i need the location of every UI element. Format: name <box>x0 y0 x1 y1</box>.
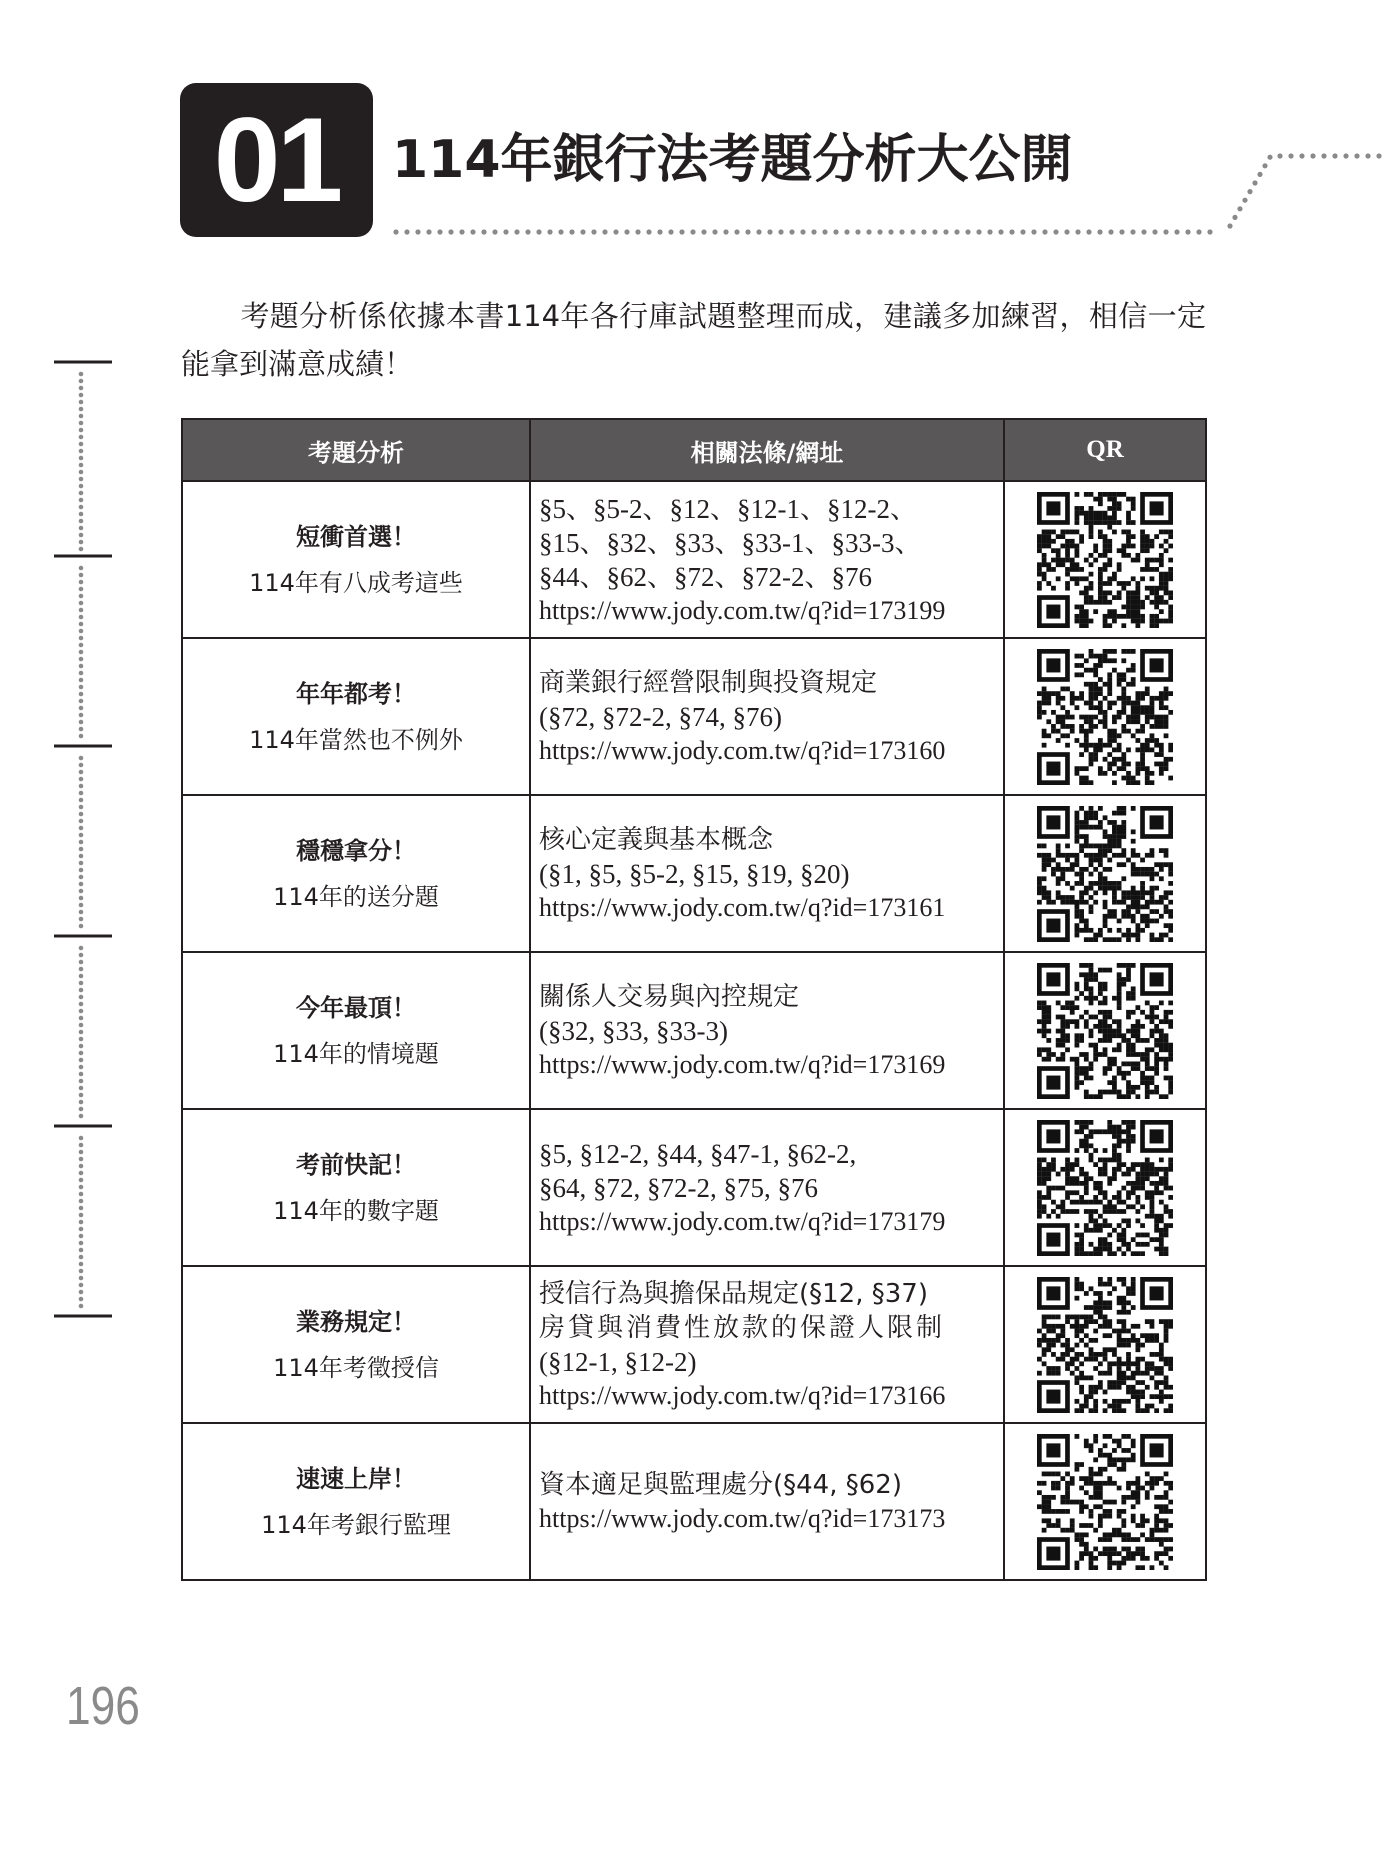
ref-line: (§72, §72-2, §74, §76) <box>539 701 782 732</box>
ref-line: (§12-1, §12-2) <box>539 1346 697 1377</box>
topic-title: 業務規定！ <box>296 1307 416 1336</box>
ref-line: §44、§62、§72、§72-2、§76 <box>539 561 872 592</box>
qr-code-icon[interactable] <box>1037 649 1173 785</box>
ref-line: 商業銀行經營限制與投資規定 <box>539 667 878 698</box>
refs-cell <box>530 795 1004 952</box>
header-refs: 相關法條/網址 <box>530 419 1004 481</box>
refs-cell <box>530 1266 1004 1423</box>
qr-cell <box>1004 1266 1206 1423</box>
ref-line: (§1, §5, §5-2, §15, §19, §20) <box>539 858 850 889</box>
qr-code-icon[interactable] <box>1037 963 1173 1099</box>
topic-cell <box>182 638 530 795</box>
table-row <box>182 481 1206 638</box>
table-row <box>182 1266 1206 1423</box>
header-topic: 考題分析 <box>182 419 530 481</box>
question-url-link[interactable]: https://www.jody.com.tw/q?id=173169 <box>539 1049 946 1079</box>
topic-title: 短衝首選！ <box>296 522 416 551</box>
refs-cell <box>530 481 1004 638</box>
topic-title: 今年最頂！ <box>296 993 416 1022</box>
question-url-link[interactable]: https://www.jody.com.tw/q?id=173199 <box>539 595 946 625</box>
qr-code-icon[interactable] <box>1037 806 1173 942</box>
table-row <box>182 952 1206 1109</box>
header-qr: QR <box>1004 419 1206 481</box>
topic-subtitle: 114年的數字題 <box>273 1196 439 1225</box>
side-ruler-decoration <box>50 350 120 1320</box>
topic-subtitle: 114年的送分題 <box>273 882 439 911</box>
chapter-number-badge: 01 <box>180 83 373 237</box>
ref-line: §5、§5-2、§12、§12-1、§12-2、 <box>539 493 917 524</box>
topic-cell <box>182 481 530 638</box>
qr-cell <box>1004 638 1206 795</box>
ref-line: 授信行為與擔保品規定(§12, §37) <box>539 1278 928 1309</box>
topic-title: 考前快記！ <box>296 1150 416 1179</box>
topic-subtitle: 114年當然也不例外 <box>249 725 463 754</box>
question-url-link[interactable]: https://www.jody.com.tw/q?id=173166 <box>539 1380 946 1410</box>
intro-paragraph <box>181 292 1206 388</box>
table-header-row <box>182 419 1206 481</box>
ref-line: 房貸與消費性放款的保證人限制 <box>539 1312 946 1343</box>
ref-line: 資本適足與監理處分(§44, §62) <box>539 1469 902 1500</box>
exam-analysis-table <box>181 418 1207 1581</box>
qr-code-icon[interactable] <box>1037 1120 1173 1256</box>
topic-cell <box>182 1423 530 1580</box>
ref-line: 核心定義與基本概念 <box>539 824 774 855</box>
qr-cell <box>1004 1109 1206 1266</box>
refs-cell <box>530 952 1004 1109</box>
question-url-link[interactable]: https://www.jody.com.tw/q?id=173161 <box>539 892 946 922</box>
table-row <box>182 1109 1206 1266</box>
ref-line: §5, §12-2, §44, §47-1, §62-2, <box>539 1138 857 1169</box>
ref-line: 關係人交易與內控規定 <box>539 981 800 1012</box>
qr-cell <box>1004 795 1206 952</box>
refs-cell <box>530 1423 1004 1580</box>
qr-code-icon[interactable] <box>1037 1434 1173 1570</box>
ref-line: §64, §72, §72-2, §75, §76 <box>539 1172 818 1203</box>
title-dotted-decoration <box>380 140 1386 245</box>
topic-cell <box>182 952 530 1109</box>
table-row <box>182 638 1206 795</box>
topic-cell <box>182 1266 530 1423</box>
qr-code-icon[interactable] <box>1037 1277 1173 1413</box>
topic-title: 年年都考！ <box>296 679 416 708</box>
table-row <box>182 795 1206 952</box>
topic-title: 穩穩拿分！ <box>296 836 416 865</box>
topic-subtitle: 114年考徵授信 <box>273 1353 439 1382</box>
qr-code-icon[interactable] <box>1037 492 1173 628</box>
page-number: 196 <box>66 1676 140 1736</box>
refs-cell <box>530 638 1004 795</box>
question-url-link[interactable]: https://www.jody.com.tw/q?id=173173 <box>539 1503 946 1533</box>
topic-title: 速速上岸！ <box>296 1464 416 1493</box>
table-row <box>182 1423 1206 1580</box>
chapter-title: 114年銀行法考題分析大公開 <box>392 130 1073 190</box>
topic-cell <box>182 1109 530 1266</box>
qr-cell <box>1004 952 1206 1109</box>
question-url-link[interactable]: https://www.jody.com.tw/q?id=173179 <box>539 1206 946 1236</box>
ref-line: (§32, §33, §33-3) <box>539 1015 728 1046</box>
refs-cell <box>530 1109 1004 1266</box>
topic-subtitle: 114年考銀行監理 <box>261 1510 451 1539</box>
question-url-link[interactable]: https://www.jody.com.tw/q?id=173160 <box>539 735 946 765</box>
topic-subtitle: 114年的情境題 <box>273 1039 439 1068</box>
topic-subtitle: 114年有八成考這些 <box>249 568 463 597</box>
qr-cell <box>1004 481 1206 638</box>
topic-cell <box>182 795 530 952</box>
ref-line: §15、§32、§33、§33-1、§33-3、 <box>539 527 922 558</box>
qr-cell <box>1004 1423 1206 1580</box>
intro-text: 考題分析係依據本書114年各行庫試題整理而成，建議多加練習，相信一定能拿到滿意成績！ <box>181 299 1206 381</box>
